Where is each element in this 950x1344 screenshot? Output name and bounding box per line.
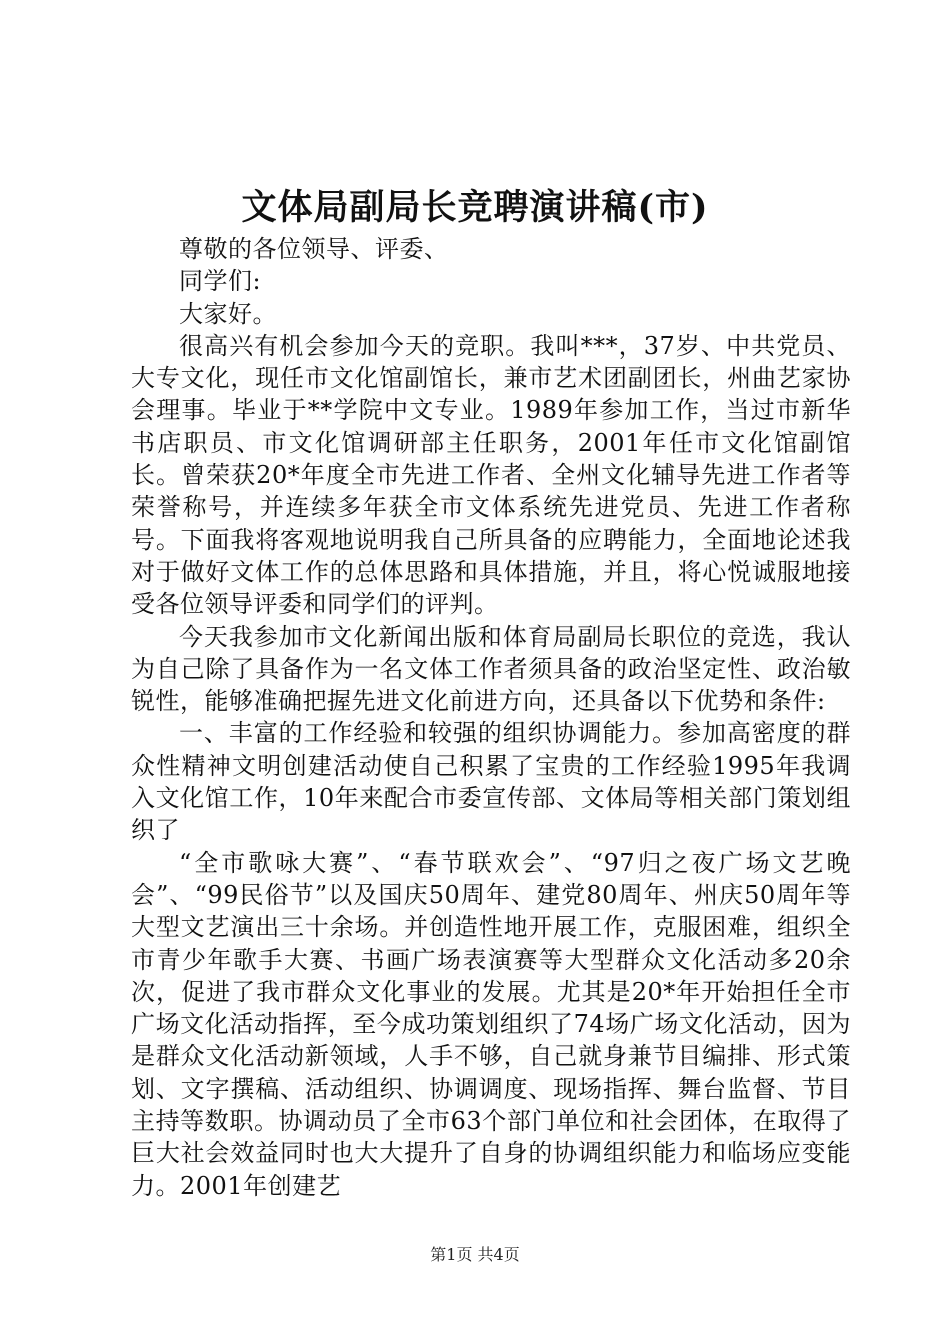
salutation-line-1: 尊敬的各位领导、评委、 bbox=[179, 235, 449, 263]
paragraph-candidacy: 今天我参加市文化新闻出版和体育局副局长职位的竞选，我认为自己除了具备作为一名文体工作者须具备的政治坚定性、政治敏锐性，能够准确把握先进文化前进方向，还具备以下优势和条件: bbox=[131, 622, 851, 716]
document-title: 文体局副局长竞聘演讲稿(市) bbox=[241, 187, 709, 228]
paragraph-introduction: 很高兴有机会参加今天的竞职。我叫***，37岁、中共党员、大专文化，现任市文化馆副馆长，兼市艺术团副团长，州曲艺家协会理事。毕业于**学院中文专业。1989年参加工作，当过市新华书店职员、市文化馆调研部主任职务，2001年任市文化馆副馆长。曾荣获20*年度全市先进工作者、全州文化辅导先进工作者等荣誉称号，并连续多年获全市文体系统先进党员、先进工作者称号。下面我将客观地说明我自己所具备的应聘能力，全面地论述我对于做好文体工作的总体思路和具体措施，并且，将心悦诚服地接受各位领导评委和同学们的评判。 bbox=[131, 331, 851, 619]
salutation-line-2: 同学们: bbox=[179, 267, 262, 296]
page-footer: 第1页 共4页 bbox=[430, 1245, 520, 1264]
greeting-line: 大家好。 bbox=[179, 299, 277, 328]
paragraph-events: “全市歌咏大赛”、“春节联欢会”、“97归之夜广场文艺晚会”、“99民俗节”以及国庆50周年、建党80周年、州庆50周年等大型文艺演出三十余场。并创造性地开展工作，克服困难，组织全市青少年歌手大赛、书画广场表演赛等大型群众文化活动多20余次，促进了我市群众文化事业的发展。尤其是20*年开始担任全市广场文化活动指挥，至今成功策划组织了74场广场文化活动，因为是群众文化活动新领域，人手不够，自己就身兼节目编排、形式策划、文字撰稿、活动组织、协调调度、现场指挥、舞台监督、节目主持等数职。协调动员了全市63个部门单位和社会团体，在取得了巨大社会效益同时也大大提升了自身的协调组织能力和临场应变能力。2001年创建艺 bbox=[131, 848, 851, 1200]
paragraph-point-one: 一、丰富的工作经验和较强的组织协调能力。参加高密度的群众性精神文明创建活动使自己积累了宝贵的工作经验1995年我调入文化馆工作，10年来配合市委宣传部、文体局等相关部门策划组织了 bbox=[131, 719, 851, 845]
document-body bbox=[131, 233, 851, 1202]
